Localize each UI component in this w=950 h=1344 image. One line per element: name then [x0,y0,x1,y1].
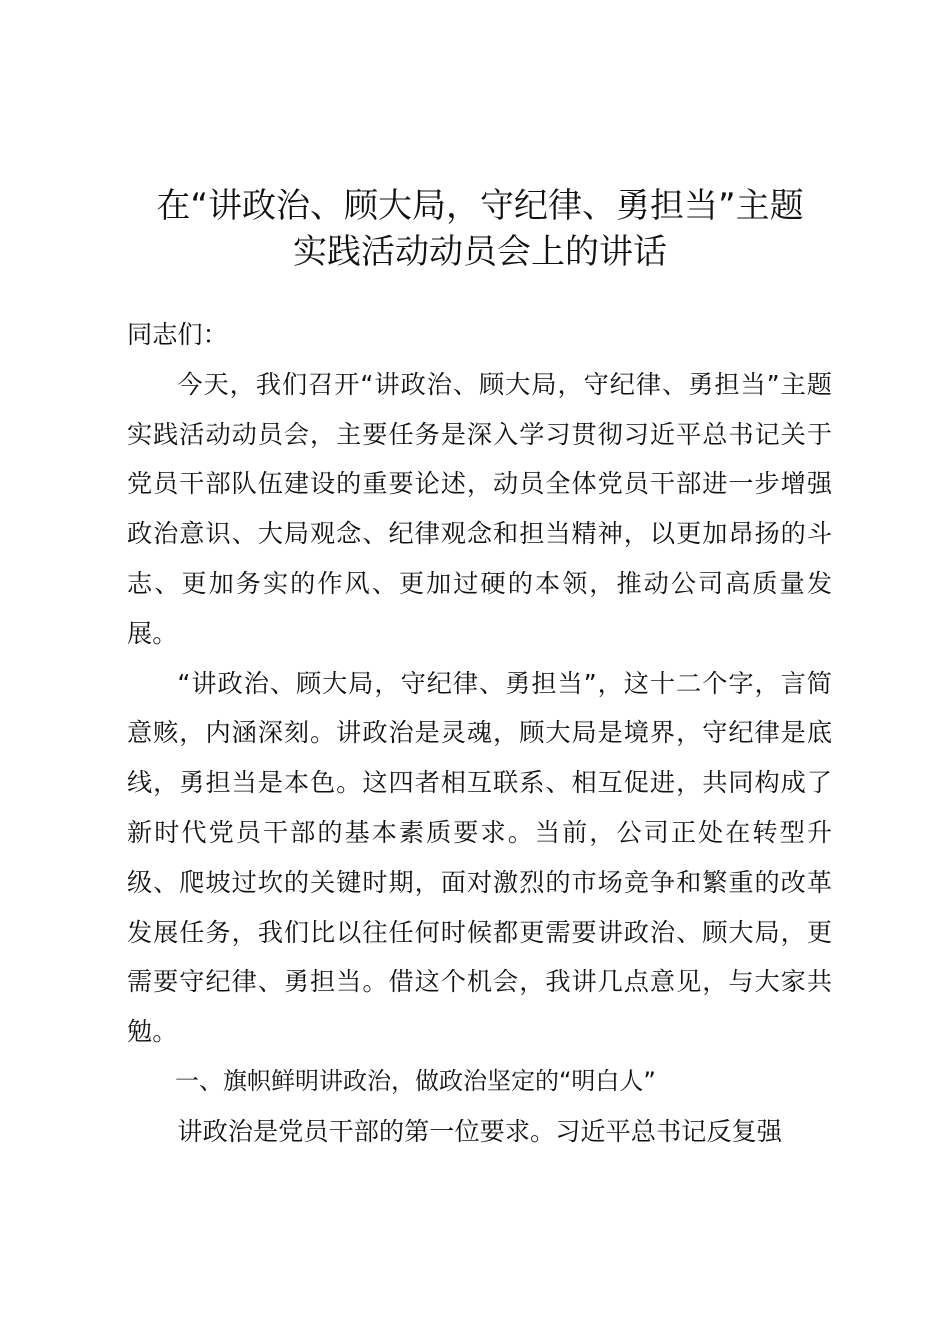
section-1-first-line: 讲政治是党员干部的第一位要求。习近平总书记反复强 [177,1116,782,1146]
title-line-2: 实践活动动员会上的讲话 [293,232,667,272]
paragraph-twelve-characters: “讲政治、顾大局，守纪律、勇担当”，这十二个字，言简意赅，内涵深刻。讲政治是灵魂，顾大局是境界，守纪律是底线，勇担当是本色。这四者相互联系、相互促进，共同构成了新时代党员干部的基本素质要求。当前，公司正处在转型升级、爬坡过坎的关键时期，面对激烈的市场竞争和繁重的改革发展任务，我们比以往任何时候都更需要讲政治、顾大局，更需要守纪律、勇担当。借这个机会，我讲几点意见，与大家共勉。 [127,668,832,1047]
document-body [127,310,832,1157]
document-title [100,183,860,275]
salutation: 同志们： [127,320,228,349]
title-line-1: 在“讲政治、顾大局，守纪律、勇担当”主题 [156,186,804,226]
section-heading-1: 一、旗帜鲜明讲政治，做政治坚定的“明白人” [175,1066,656,1095]
paragraph-opening: 今天，我们召开“讲政治、顾大局，守纪律、勇担当”主题实践活动动员会，主要任务是深入学习贯彻习近平总书记关于党员干部队伍建设的重要论述，动员全体党员干部进一步增强政治意识、大局观念、纪律观念和担当精神，以更加昂扬的斗志、更加务实的作风、更加过硬的本领，推动公司高质量发展。 [127,369,832,648]
